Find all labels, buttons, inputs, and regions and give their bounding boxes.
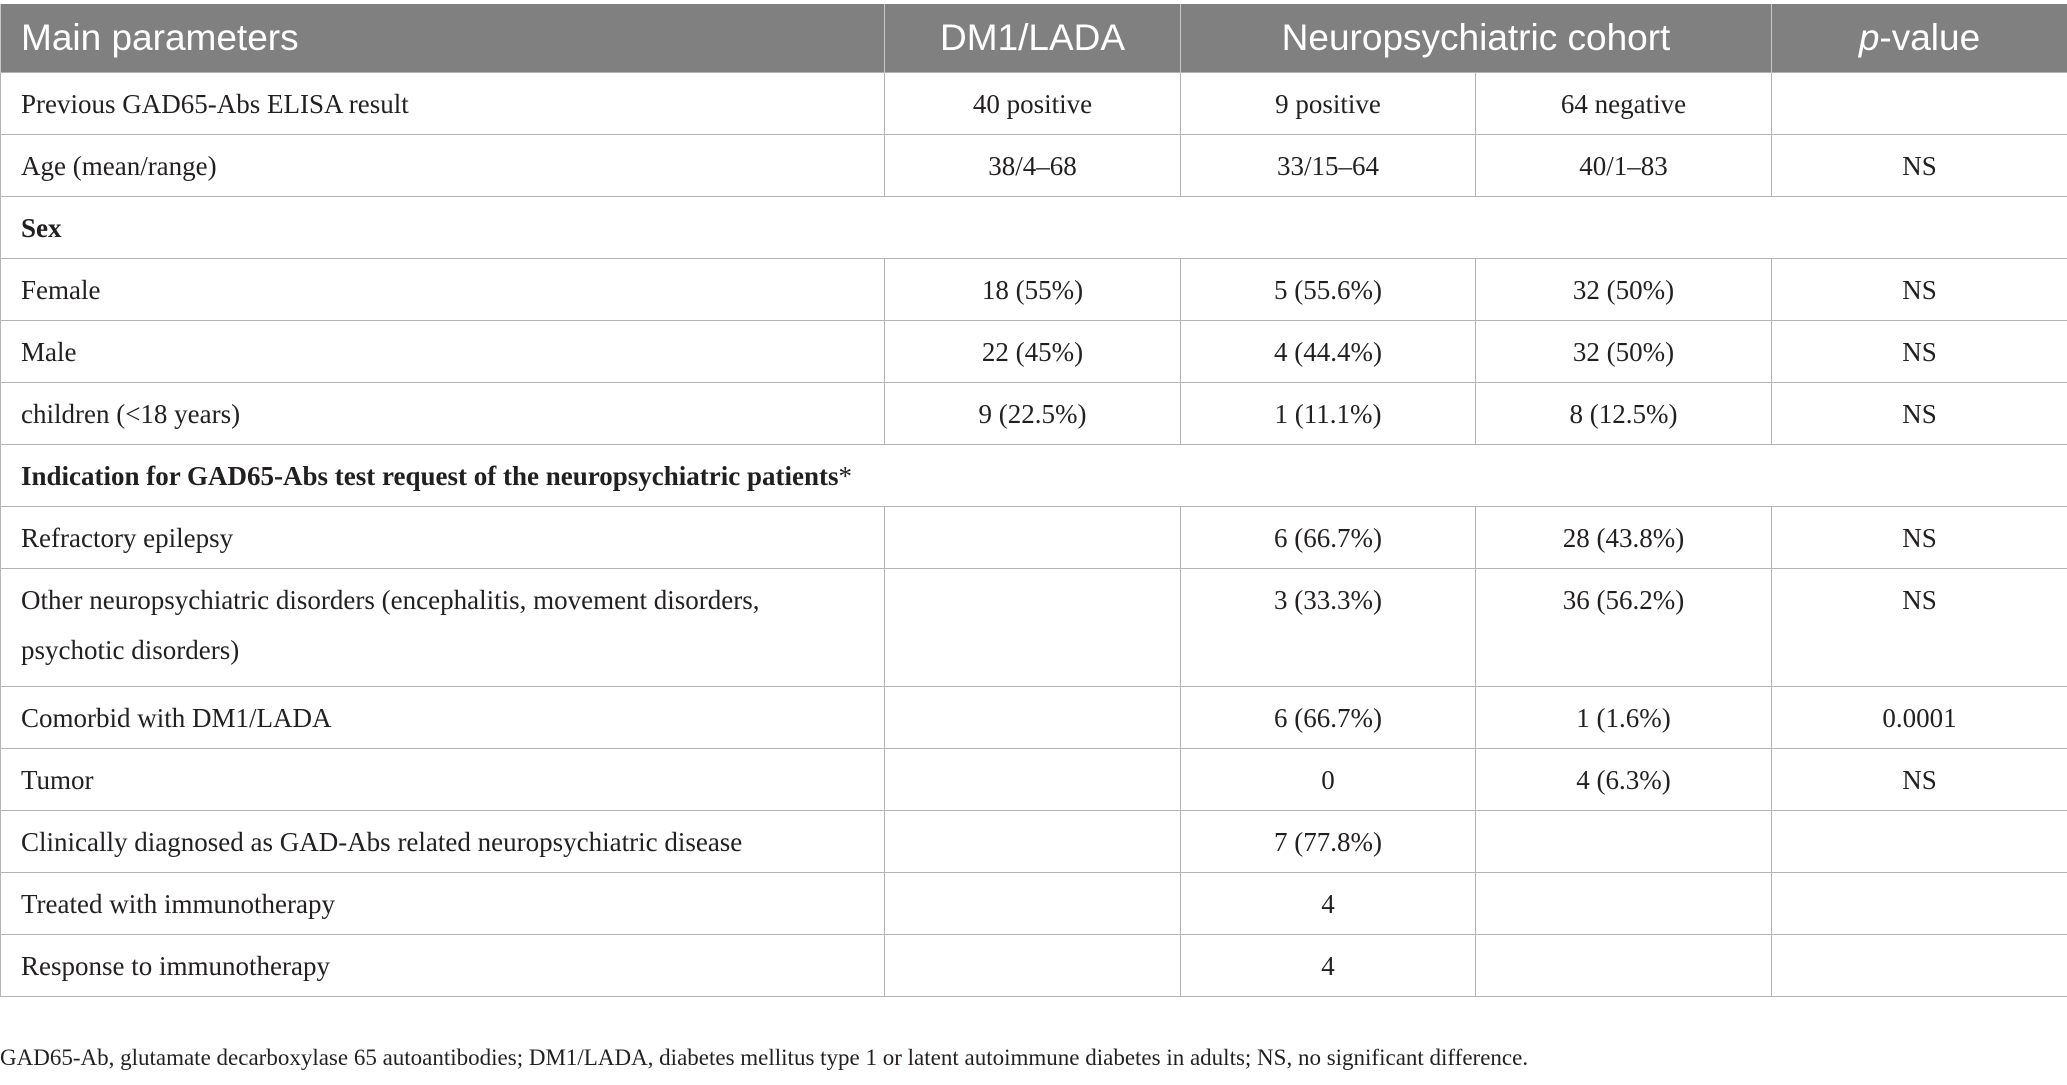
cell-neuro-negative: 64 negative	[1476, 73, 1772, 135]
row-label-line2: psychotic disorders)	[21, 635, 240, 665]
cell-neuro-negative: 28 (43.8%)	[1476, 507, 1772, 569]
cell-p-value: NS	[1772, 259, 2067, 321]
cell-p-value: NS	[1772, 569, 2067, 687]
cell-p-value: NS	[1772, 383, 2067, 445]
row-label: Treated with immunotherapy	[1, 873, 885, 935]
table-footnote: GAD65-Ab, glutamate decarboxylase 65 autoantibodies; DM1/LADA, diabetes mellitus type 1 or latent autoimmune diabetes in adults; NS, no significant difference.	[0, 1045, 1529, 1070]
cell-dm1-lada	[885, 507, 1181, 569]
table-row	[1, 687, 2067, 749]
header-p-value	[1772, 4, 2067, 73]
cell-dm1-lada: 38/4–68	[885, 135, 1181, 197]
cell-p-value: 0.0001	[1772, 687, 2067, 749]
cell-neuro-negative: 36 (56.2%)	[1476, 569, 1772, 687]
cell-neuro-positive: 3 (33.3%)	[1181, 569, 1476, 687]
table-row	[1, 259, 2067, 321]
cell-neuro-positive: 33/15–64	[1181, 135, 1476, 197]
cell-neuro-positive: 5 (55.6%)	[1181, 259, 1476, 321]
table-row	[1, 135, 2067, 197]
data-table	[0, 4, 2067, 997]
cell-p-value	[1772, 811, 2067, 873]
row-label	[1, 569, 885, 687]
table-row	[1, 811, 2067, 873]
cell-neuro-negative: 32 (50%)	[1476, 321, 1772, 383]
row-label: Clinically diagnosed as GAD-Abs related neuropsychiatric disease	[1, 811, 885, 873]
header-row	[1, 4, 2067, 73]
table-row	[1, 383, 2067, 445]
row-label: Age (mean/range)	[1, 135, 885, 197]
cell-dm1-lada	[885, 749, 1181, 811]
row-label: Tumor	[1, 749, 885, 811]
cell-dm1-lada	[885, 687, 1181, 749]
cell-p-value	[1772, 935, 2067, 997]
row-label: children (<18 years)	[1, 383, 885, 445]
row-label: Refractory epilepsy	[1, 507, 885, 569]
section-heading-indication	[1, 445, 2067, 507]
cell-neuro-negative	[1476, 873, 1772, 935]
cell-p-value	[1772, 73, 2067, 135]
cell-neuro-negative: 1 (1.6%)	[1476, 687, 1772, 749]
cell-neuro-positive: 6 (66.7%)	[1181, 507, 1476, 569]
row-label: Male	[1, 321, 885, 383]
cell-dm1-lada	[885, 935, 1181, 997]
cell-neuro-positive: 7 (77.8%)	[1181, 811, 1476, 873]
cell-dm1-lada: 40 positive	[885, 73, 1181, 135]
cell-neuro-negative	[1476, 935, 1772, 997]
cell-neuro-negative: 8 (12.5%)	[1476, 383, 1772, 445]
table-row	[1, 873, 2067, 935]
cell-dm1-lada	[885, 873, 1181, 935]
section-heading-sex: Sex	[1, 197, 2067, 259]
cell-neuro-positive: 6 (66.7%)	[1181, 687, 1476, 749]
row-label: Female	[1, 259, 885, 321]
p-value-suffix: -value	[1879, 17, 1981, 58]
cell-p-value: NS	[1772, 749, 2067, 811]
table-row	[1, 569, 2067, 687]
table-row	[1, 749, 2067, 811]
table-row	[1, 321, 2067, 383]
cell-neuro-positive: 9 positive	[1181, 73, 1476, 135]
section-heading-text: Indication for GAD65-Abs test request of the neuropsychiatric patients	[21, 460, 839, 491]
cell-neuro-positive: 1 (11.1%)	[1181, 383, 1476, 445]
cell-dm1-lada: 9 (22.5%)	[885, 383, 1181, 445]
cell-neuro-positive: 4 (44.4%)	[1181, 321, 1476, 383]
table-row	[1, 507, 2067, 569]
table-row	[1, 73, 2067, 135]
asterisk-mark: *	[838, 460, 852, 491]
cell-dm1-lada	[885, 569, 1181, 687]
cell-neuro-positive: 0	[1181, 749, 1476, 811]
cell-neuro-negative: 32 (50%)	[1476, 259, 1772, 321]
cell-p-value: NS	[1772, 507, 2067, 569]
cell-dm1-lada: 18 (55%)	[885, 259, 1181, 321]
cell-neuro-negative: 4 (6.3%)	[1476, 749, 1772, 811]
row-label: Previous GAD65-Abs ELISA result	[1, 73, 885, 135]
row-label-line1: Other neuropsychiatric disorders (encephalitis, movement disorders,	[21, 585, 760, 615]
header-dm1-lada: DM1/LADA	[885, 4, 1181, 73]
cell-p-value: NS	[1772, 135, 2067, 197]
cell-p-value: NS	[1772, 321, 2067, 383]
header-main-parameters: Main parameters	[1, 4, 885, 73]
section-row	[1, 445, 2067, 507]
cell-neuro-negative: 40/1–83	[1476, 135, 1772, 197]
cell-dm1-lada: 22 (45%)	[885, 321, 1181, 383]
p-symbol: p	[1858, 17, 1880, 58]
cell-neuro-positive: 4	[1181, 935, 1476, 997]
row-label: Comorbid with DM1/LADA	[1, 687, 885, 749]
cell-neuro-negative	[1476, 811, 1772, 873]
cell-neuro-positive: 4	[1181, 873, 1476, 935]
header-neuropsychiatric-cohort: Neuropsychiatric cohort	[1181, 4, 1772, 73]
cell-dm1-lada	[885, 811, 1181, 873]
row-label: Response to immunotherapy	[1, 935, 885, 997]
section-row	[1, 197, 2067, 259]
table-row	[1, 935, 2067, 997]
cell-p-value	[1772, 873, 2067, 935]
